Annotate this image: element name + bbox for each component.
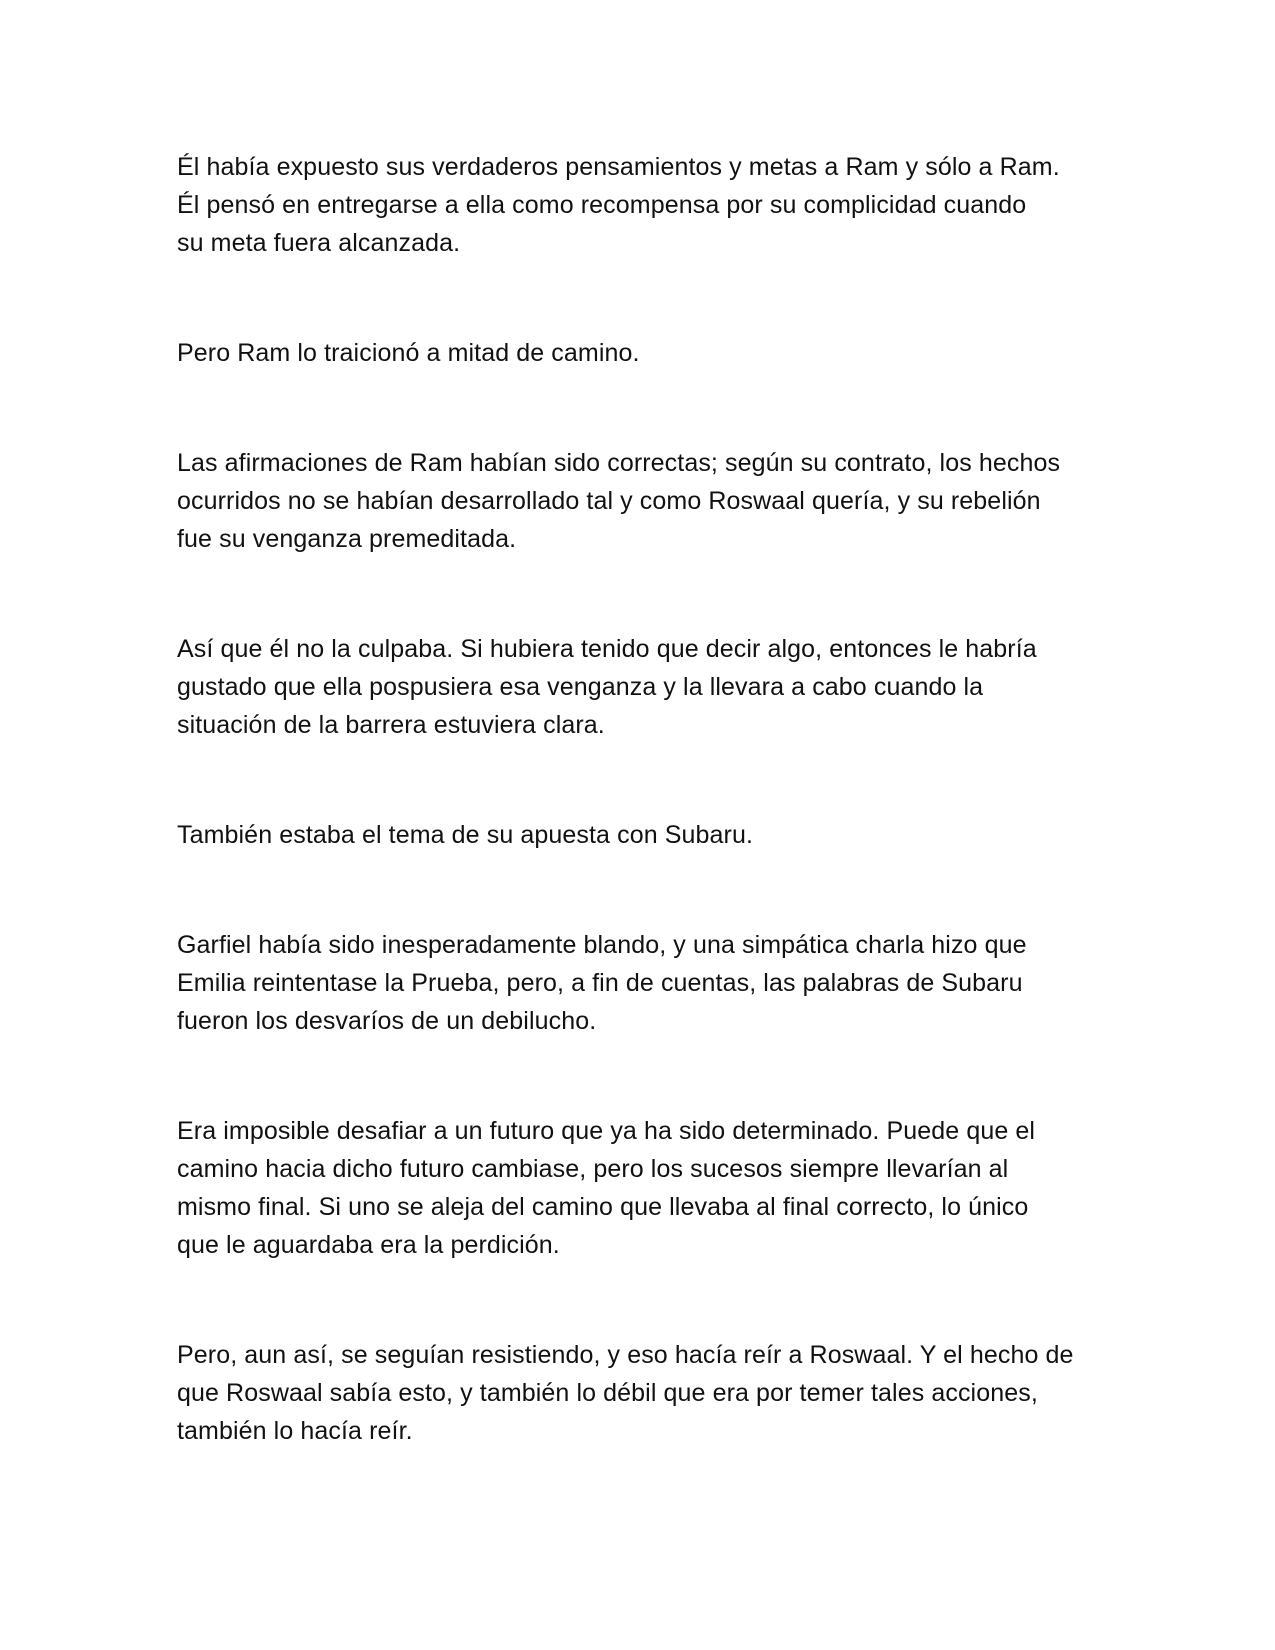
document-body — [177, 148, 1117, 1522]
paragraph-8 — [177, 1336, 1117, 1450]
text-line: Así que él no la culpaba. Si hubiera tenido que decir algo, entonces le habría — [177, 635, 1037, 663]
paragraph-7 — [177, 1112, 1117, 1264]
text-line: fue su venganza premeditada. — [177, 525, 517, 553]
paragraph-4 — [177, 630, 1117, 744]
text-line: Él había expuesto sus verdaderos pensamientos y metas a Ram y sólo a Ram. — [177, 153, 1060, 181]
paragraph-5 — [177, 816, 1117, 854]
text-line: Garfiel había sido inesperadamente blando, y una simpática charla hizo que — [177, 931, 1027, 959]
text-line: camino hacia dicho futuro cambiase, pero los sucesos siempre llevarían al — [177, 1155, 1009, 1183]
text-line: También estaba el tema de su apuesta con Subaru. — [177, 821, 754, 849]
text-line: ocurridos no se habían desarrollado tal y como Roswaal quería, y su rebelión — [177, 487, 1041, 515]
text-line: que Roswaal sabía esto, y también lo débil que era por temer tales acciones, — [177, 1379, 1038, 1407]
text-line: gustado que ella pospusiera esa venganza y la llevara a cabo cuando la — [177, 673, 984, 701]
text-line: Pero Ram lo traicionó a mitad de camino. — [177, 339, 640, 367]
text-line: también lo hacía reír. — [177, 1417, 413, 1445]
text-line: su meta fuera alcanzada. — [177, 229, 461, 257]
paragraph-3 — [177, 444, 1117, 558]
paragraph-1 — [177, 148, 1117, 262]
text-line: Era imposible desafiar a un futuro que ya ha sido determinado. Puede que el — [177, 1117, 1036, 1145]
paragraph-6 — [177, 926, 1117, 1040]
paragraph-2 — [177, 334, 1117, 372]
text-line: Pero, aun así, se seguían resistiendo, y eso hacía reír a Roswaal. Y el hecho de — [177, 1341, 1074, 1369]
text-line: fueron los desvaríos de un debilucho. — [177, 1007, 597, 1035]
text-line: situación de la barrera estuviera clara. — [177, 711, 605, 739]
text-line: que le aguardaba era la perdición. — [177, 1231, 560, 1259]
text-line: mismo final. Si uno se aleja del camino que llevaba al final correcto, lo único — [177, 1193, 1029, 1221]
text-line: Las afirmaciones de Ram habían sido correctas; según su contrato, los hechos — [177, 449, 1061, 477]
text-line: Él pensó en entregarse a ella como recompensa por su complicidad cuando — [177, 191, 1027, 219]
text-line: Emilia reintentase la Prueba, pero, a fin de cuentas, las palabras de Subaru — [177, 969, 1023, 997]
